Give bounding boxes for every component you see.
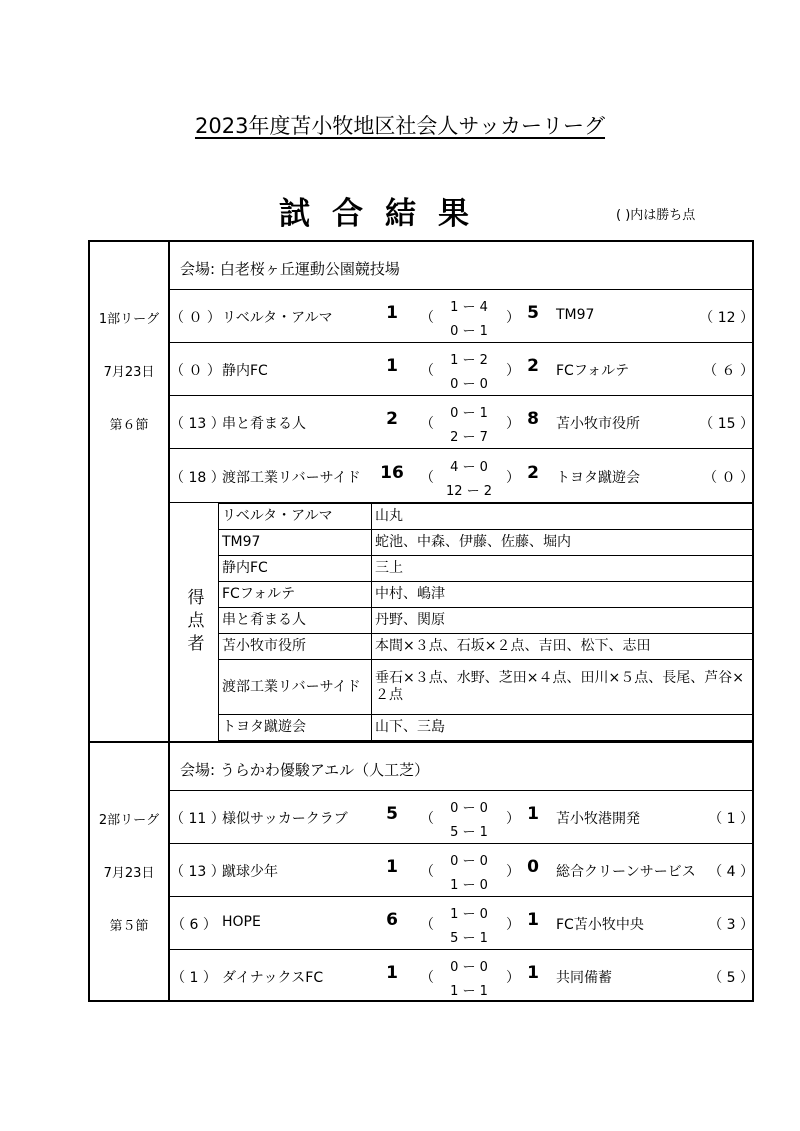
close-paren: ） (506, 917, 520, 933)
league1-round: 第６節 (109, 418, 149, 433)
scorer-team: 渡部工業リバーサイド (219, 660, 372, 715)
scorer-row (219, 582, 754, 608)
scorer-players: 山丸 (372, 504, 754, 530)
left-team: 静内FC (222, 363, 268, 379)
scorer-row (219, 715, 754, 741)
scorer-players: 中村、嶋津 (372, 582, 754, 608)
right-points: （ 3 ） (708, 917, 754, 933)
left-points: （ 11 ） (170, 811, 225, 827)
scorer-players: 蛇池、中森、伊藤、佐藤、堀内 (372, 530, 754, 556)
second-half-score: 5 ー 1 (450, 825, 488, 840)
scorer-row (219, 504, 754, 530)
left-score: 16 (380, 463, 404, 483)
left-score: 1 (386, 963, 398, 983)
scorer-row (219, 660, 754, 715)
right-points: （ ０ ） (703, 470, 754, 486)
scorer-team: 静内FC (219, 556, 372, 582)
league2-round: 第５節 (109, 919, 149, 934)
scorer-team: TM97 (219, 530, 372, 556)
right-score: 0 (527, 857, 539, 877)
first-half-score: 1 ー 2 (450, 353, 488, 368)
first-half-score: 1 ー 4 (450, 300, 488, 315)
match-row (170, 844, 754, 894)
left-score: 1 (386, 356, 398, 376)
left-team: 様似サッカークラブ (222, 811, 348, 827)
league1-division: 1部リーグ (98, 312, 160, 327)
first-half-score: 1 ー 0 (450, 907, 488, 922)
left-points: （ ０ ） (170, 363, 221, 379)
league1-date: 7月23日 (103, 365, 155, 380)
open-paren: （ (420, 811, 434, 827)
second-half-score: 5 ー 1 (450, 931, 488, 946)
right-score: 2 (527, 356, 539, 376)
scorers-label: 得点者 (183, 587, 204, 657)
open-paren: （ (420, 917, 434, 933)
right-points: （ 4 ） (708, 864, 754, 880)
right-score: 5 (527, 303, 539, 323)
left-team: 渡部工業リバーサイド (222, 470, 361, 486)
first-half-score: 0 ー 0 (450, 801, 488, 816)
scorer-players: 本間×３点、石坂×２点、吉田、松下、志田 (372, 634, 754, 660)
scorer-row (219, 634, 754, 660)
results-heading: 試合結果 (279, 196, 491, 232)
right-score: 8 (527, 409, 539, 429)
match-row (170, 450, 754, 500)
scorer-team: リベルタ・アルマ (219, 504, 372, 530)
right-team: FCフォルテ (556, 363, 630, 379)
right-team: 苫小牧港開発 (556, 811, 640, 827)
right-score: 1 (527, 910, 539, 930)
open-paren: （ (420, 470, 434, 486)
left-points: （ 6 ） (171, 917, 217, 933)
match-row (170, 343, 754, 393)
first-half-score: 0 ー 0 (450, 960, 488, 975)
document-title: 2023年度苫小牧地区社会人サッカーリーグ (194, 114, 606, 138)
scorer-row (219, 530, 754, 556)
second-half-score: 0 ー 0 (450, 377, 488, 392)
close-paren: ） (506, 310, 520, 326)
scorer-players: 丹野、関原 (372, 608, 754, 634)
scorer-players: 三上 (372, 556, 754, 582)
right-points: （ 15 ） (699, 416, 754, 432)
league2-venue: 会場: うらかわ優駿アエル（人工芝） (180, 761, 430, 779)
close-paren: ） (506, 416, 520, 432)
points-note: ( )内は勝ち点 (616, 208, 696, 223)
right-team: TM97 (556, 307, 595, 323)
second-half-score: 2 ー 7 (450, 430, 488, 445)
scorer-team: 苫小牧市役所 (219, 634, 372, 660)
left-points: （ ０ ） (170, 310, 221, 326)
scorer-team: トヨタ蹴遊会 (219, 715, 372, 741)
right-team: 共同備蓄 (556, 970, 612, 986)
league1-venue: 会場: 白老桜ヶ丘運動公園競技場 (180, 260, 400, 278)
close-paren: ） (506, 970, 520, 986)
scorer-players: 垂石×３点、水野、芝田×４点、田川×５点、長尾、芦谷×２点 (372, 660, 754, 715)
match-row (170, 290, 754, 340)
close-paren: ） (506, 470, 520, 486)
scorer-team: FCフォルテ (219, 582, 372, 608)
right-points: （ 1 ） (708, 811, 754, 827)
right-team: 苫小牧市役所 (556, 416, 640, 432)
open-paren: （ (420, 970, 434, 986)
scorer-team: 串と肴まる人 (219, 608, 372, 634)
match-row (170, 791, 754, 841)
scorers-table (218, 503, 754, 741)
first-half-score: 0 ー 1 (450, 406, 488, 421)
match-row (170, 897, 754, 947)
second-half-score: 0 ー 1 (450, 324, 488, 339)
left-score: 1 (386, 857, 398, 877)
close-paren: ） (506, 811, 520, 827)
left-team: リベルタ・アルマ (222, 310, 333, 326)
second-half-score: 1 ー 0 (450, 878, 488, 893)
left-points: （ 13 ） (170, 416, 225, 432)
right-points: （ ６ ） (703, 363, 754, 379)
match-row (170, 950, 754, 1000)
left-team: 串と肴まる人 (222, 416, 306, 432)
left-score: 6 (386, 910, 398, 930)
second-half-score: 1 ー 1 (450, 984, 488, 999)
left-points: （ 1 ） (171, 970, 217, 986)
close-paren: ） (506, 864, 520, 880)
right-team: 総合クリーンサービス (556, 864, 696, 880)
first-half-score: 0 ー 0 (450, 854, 488, 869)
league2-division: 2部リーグ (98, 813, 160, 828)
right-score: 1 (527, 804, 539, 824)
divider (168, 448, 754, 449)
scorer-row (219, 556, 754, 582)
left-score: 2 (386, 409, 398, 429)
scorer-row (219, 608, 754, 634)
right-team: FC苫小牧中央 (556, 917, 644, 933)
right-score: 2 (527, 463, 539, 483)
right-team: トヨタ蹴遊会 (556, 470, 640, 486)
league2-date: 7月23日 (103, 866, 155, 881)
scorer-players: 山下、三島 (372, 715, 754, 741)
right-points: （ 12 ） (699, 310, 754, 326)
open-paren: （ (420, 864, 434, 880)
left-score: 5 (386, 804, 398, 824)
right-points: （ 5 ） (708, 970, 754, 986)
right-score: 1 (527, 963, 539, 983)
open-paren: （ (420, 416, 434, 432)
left-team: ダイナックスFC (222, 970, 324, 986)
match-row (170, 396, 754, 446)
left-score: 1 (386, 303, 398, 323)
left-points: （ 13 ） (170, 864, 225, 880)
left-team: HOPE (222, 914, 261, 930)
second-half-score: 12 ー 2 (445, 484, 493, 499)
open-paren: （ (420, 310, 434, 326)
close-paren: ） (506, 363, 520, 379)
left-team: 蹴球少年 (222, 864, 278, 880)
left-points: （ 18 ） (170, 470, 225, 486)
open-paren: （ (420, 363, 434, 379)
section-divider (88, 741, 754, 743)
first-half-score: 4 ー 0 (450, 460, 488, 475)
